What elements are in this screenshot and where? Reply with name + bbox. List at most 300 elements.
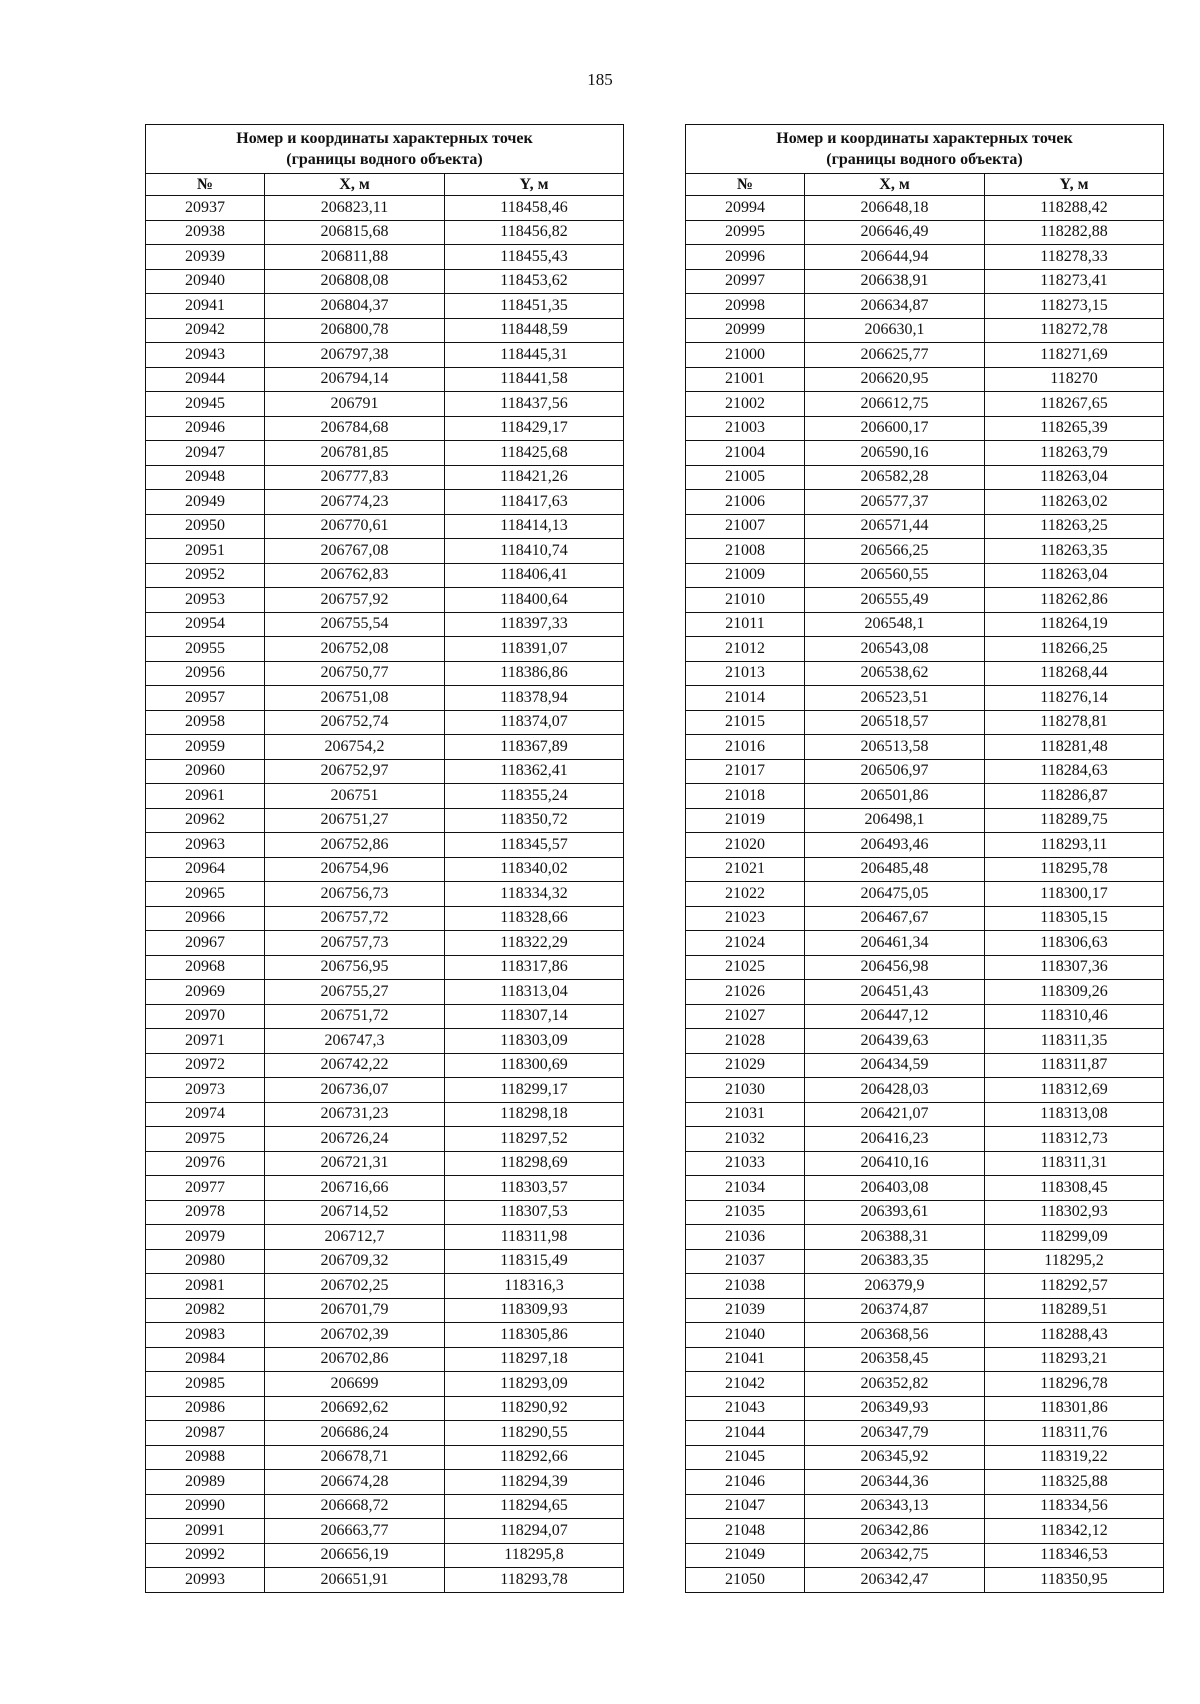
table-row — [686, 1004, 1164, 1029]
x-coordinate-cell: 206678,71 — [265, 1445, 445, 1470]
x-coordinate-cell: 206754,96 — [265, 857, 445, 882]
point-number-cell: 20942 — [146, 318, 265, 343]
point-number-cell: 20994 — [686, 196, 805, 221]
point-number-cell: 21042 — [686, 1372, 805, 1397]
table-row — [146, 1200, 624, 1225]
point-number-cell: 21040 — [686, 1323, 805, 1348]
point-number-cell: 20983 — [146, 1323, 265, 1348]
point-number-cell: 21015 — [686, 710, 805, 735]
y-coordinate-cell: 118322,29 — [445, 931, 624, 956]
column-header-x: X, м — [805, 174, 985, 196]
x-coordinate-cell: 206716,66 — [265, 1176, 445, 1201]
y-coordinate-cell: 118278,81 — [985, 710, 1164, 735]
y-coordinate-cell: 118295,2 — [985, 1249, 1164, 1274]
point-number-cell: 21005 — [686, 465, 805, 490]
x-coordinate-cell: 206447,12 — [805, 1004, 985, 1029]
point-number-cell: 21044 — [686, 1421, 805, 1446]
table-row — [146, 612, 624, 637]
table-row — [146, 1519, 624, 1544]
y-coordinate-cell: 118378,94 — [445, 686, 624, 711]
point-number-cell: 21009 — [686, 563, 805, 588]
point-number-cell: 20998 — [686, 294, 805, 319]
table-header-row — [146, 174, 624, 196]
y-coordinate-cell: 118391,07 — [445, 637, 624, 662]
x-coordinate-cell: 206538,62 — [805, 661, 985, 686]
point-number-cell: 21012 — [686, 637, 805, 662]
x-coordinate-cell: 206342,75 — [805, 1543, 985, 1568]
x-coordinate-cell: 206566,25 — [805, 539, 985, 564]
y-coordinate-cell: 118263,04 — [985, 465, 1164, 490]
x-coordinate-cell: 206428,03 — [805, 1078, 985, 1103]
y-coordinate-cell: 118417,63 — [445, 490, 624, 515]
y-coordinate-cell: 118453,62 — [445, 269, 624, 294]
point-number-cell: 21002 — [686, 392, 805, 417]
table-row — [146, 1102, 624, 1127]
point-number-cell: 21021 — [686, 857, 805, 882]
x-coordinate-cell: 206342,86 — [805, 1519, 985, 1544]
x-coordinate-cell: 206600,17 — [805, 416, 985, 441]
point-number-cell: 21016 — [686, 735, 805, 760]
y-coordinate-cell: 118292,57 — [985, 1274, 1164, 1299]
point-number-cell: 20964 — [146, 857, 265, 882]
y-coordinate-cell: 118293,21 — [985, 1347, 1164, 1372]
table-row — [686, 490, 1164, 515]
table-row — [146, 1396, 624, 1421]
column-header-x: X, м — [265, 174, 445, 196]
table-row — [146, 563, 624, 588]
point-number-cell: 21020 — [686, 833, 805, 858]
x-coordinate-cell: 206784,68 — [265, 416, 445, 441]
x-coordinate-cell: 206571,44 — [805, 514, 985, 539]
point-number-cell: 21033 — [686, 1151, 805, 1176]
point-number-cell: 21000 — [686, 343, 805, 368]
x-coordinate-cell: 206663,77 — [265, 1519, 445, 1544]
x-coordinate-cell: 206590,16 — [805, 441, 985, 466]
y-coordinate-cell: 118410,74 — [445, 539, 624, 564]
table-row — [686, 833, 1164, 858]
table-row — [146, 980, 624, 1005]
y-coordinate-cell: 118414,13 — [445, 514, 624, 539]
point-number-cell: 21013 — [686, 661, 805, 686]
x-coordinate-cell: 206358,45 — [805, 1347, 985, 1372]
y-coordinate-cell: 118374,07 — [445, 710, 624, 735]
point-number-cell: 21007 — [686, 514, 805, 539]
table-row — [146, 784, 624, 809]
table-row — [686, 661, 1164, 686]
table-row — [686, 1445, 1164, 1470]
x-coordinate-cell: 206403,08 — [805, 1176, 985, 1201]
point-number-cell: 21024 — [686, 931, 805, 956]
table-row — [686, 1249, 1164, 1274]
point-number-cell: 21034 — [686, 1176, 805, 1201]
x-coordinate-cell: 206714,52 — [265, 1200, 445, 1225]
y-coordinate-cell: 118298,18 — [445, 1102, 624, 1127]
y-coordinate-cell: 118266,25 — [985, 637, 1164, 662]
y-coordinate-cell: 118441,58 — [445, 367, 624, 392]
point-number-cell: 20952 — [146, 563, 265, 588]
y-coordinate-cell: 118312,73 — [985, 1127, 1164, 1152]
point-number-cell: 20999 — [686, 318, 805, 343]
y-coordinate-cell: 118312,69 — [985, 1078, 1164, 1103]
y-coordinate-cell: 118308,45 — [985, 1176, 1164, 1201]
y-coordinate-cell: 118290,92 — [445, 1396, 624, 1421]
y-coordinate-cell: 118311,35 — [985, 1029, 1164, 1054]
point-number-cell: 20947 — [146, 441, 265, 466]
point-number-cell: 20996 — [686, 245, 805, 270]
y-coordinate-cell: 118294,07 — [445, 1519, 624, 1544]
y-coordinate-cell: 118299,09 — [985, 1225, 1164, 1250]
x-coordinate-cell: 206343,13 — [805, 1494, 985, 1519]
point-number-cell: 20965 — [146, 882, 265, 907]
y-coordinate-cell: 118429,17 — [445, 416, 624, 441]
y-coordinate-cell: 118294,39 — [445, 1470, 624, 1495]
table-row — [146, 661, 624, 686]
table-row — [686, 465, 1164, 490]
y-coordinate-cell: 118273,15 — [985, 294, 1164, 319]
table-row — [146, 1176, 624, 1201]
x-coordinate-cell: 206791 — [265, 392, 445, 417]
y-coordinate-cell: 118265,39 — [985, 416, 1164, 441]
table-row — [686, 1470, 1164, 1495]
x-coordinate-cell: 206752,86 — [265, 833, 445, 858]
table-row — [146, 1225, 624, 1250]
y-coordinate-cell: 118317,86 — [445, 955, 624, 980]
y-coordinate-cell: 118362,41 — [445, 759, 624, 784]
table-row — [686, 1102, 1164, 1127]
y-coordinate-cell: 118300,17 — [985, 882, 1164, 907]
point-number-cell: 20986 — [146, 1396, 265, 1421]
x-coordinate-cell: 206344,36 — [805, 1470, 985, 1495]
table-row — [686, 1078, 1164, 1103]
y-coordinate-cell: 118315,49 — [445, 1249, 624, 1274]
y-coordinate-cell: 118367,89 — [445, 735, 624, 760]
point-number-cell: 20979 — [146, 1225, 265, 1250]
y-coordinate-cell: 118264,19 — [985, 612, 1164, 637]
point-number-cell: 20956 — [146, 661, 265, 686]
table-row — [146, 759, 624, 784]
y-coordinate-cell: 118406,41 — [445, 563, 624, 588]
x-coordinate-cell: 206702,39 — [265, 1323, 445, 1348]
y-coordinate-cell: 118400,64 — [445, 588, 624, 613]
point-number-cell: 20991 — [146, 1519, 265, 1544]
table-row — [686, 1298, 1164, 1323]
table-row — [686, 514, 1164, 539]
table-row — [146, 367, 624, 392]
y-coordinate-cell: 118267,65 — [985, 392, 1164, 417]
y-coordinate-cell: 118303,57 — [445, 1176, 624, 1201]
y-coordinate-cell: 118425,68 — [445, 441, 624, 466]
y-coordinate-cell: 118307,53 — [445, 1200, 624, 1225]
table-row — [686, 1543, 1164, 1568]
point-number-cell: 21050 — [686, 1568, 805, 1593]
table-row — [686, 686, 1164, 711]
x-coordinate-cell: 206751 — [265, 784, 445, 809]
table-row — [146, 392, 624, 417]
y-coordinate-cell: 118445,31 — [445, 343, 624, 368]
point-number-cell: 20985 — [146, 1372, 265, 1397]
table-row — [146, 465, 624, 490]
point-number-cell: 20984 — [146, 1347, 265, 1372]
x-coordinate-cell: 206808,08 — [265, 269, 445, 294]
x-coordinate-cell: 206742,22 — [265, 1053, 445, 1078]
point-number-cell: 21001 — [686, 367, 805, 392]
y-coordinate-cell: 118307,36 — [985, 955, 1164, 980]
table-row — [686, 563, 1164, 588]
y-coordinate-cell: 118313,08 — [985, 1102, 1164, 1127]
table-row — [686, 294, 1164, 319]
x-coordinate-cell: 206410,16 — [805, 1151, 985, 1176]
table-row — [686, 882, 1164, 907]
y-coordinate-cell: 118355,24 — [445, 784, 624, 809]
x-coordinate-cell: 206506,97 — [805, 759, 985, 784]
point-number-cell: 20951 — [146, 539, 265, 564]
point-number-cell: 21019 — [686, 808, 805, 833]
x-coordinate-cell: 206756,73 — [265, 882, 445, 907]
x-coordinate-cell: 206736,07 — [265, 1078, 445, 1103]
point-number-cell: 20971 — [146, 1029, 265, 1054]
x-coordinate-cell: 206374,87 — [805, 1298, 985, 1323]
y-coordinate-cell: 118263,25 — [985, 514, 1164, 539]
x-coordinate-cell: 206493,46 — [805, 833, 985, 858]
y-coordinate-cell: 118311,87 — [985, 1053, 1164, 1078]
table-row — [146, 1494, 624, 1519]
point-number-cell: 21014 — [686, 686, 805, 711]
point-number-cell: 20959 — [146, 735, 265, 760]
point-number-cell: 20976 — [146, 1151, 265, 1176]
x-coordinate-cell: 206644,94 — [805, 245, 985, 270]
table-row — [686, 1225, 1164, 1250]
table-row — [686, 318, 1164, 343]
x-coordinate-cell: 206755,27 — [265, 980, 445, 1005]
table-title — [146, 125, 624, 174]
y-coordinate-cell: 118276,14 — [985, 686, 1164, 711]
table-row — [146, 906, 624, 931]
x-coordinate-cell: 206797,38 — [265, 343, 445, 368]
table-row — [146, 269, 624, 294]
point-number-cell: 21011 — [686, 612, 805, 637]
y-coordinate-cell: 118293,09 — [445, 1372, 624, 1397]
point-number-cell: 21006 — [686, 490, 805, 515]
y-coordinate-cell: 118292,66 — [445, 1445, 624, 1470]
point-number-cell: 20992 — [146, 1543, 265, 1568]
table-row — [146, 1004, 624, 1029]
x-coordinate-cell: 206674,28 — [265, 1470, 445, 1495]
x-coordinate-cell: 206755,54 — [265, 612, 445, 637]
table-row — [686, 784, 1164, 809]
table-row — [686, 710, 1164, 735]
table-row — [686, 343, 1164, 368]
table-row — [146, 1543, 624, 1568]
point-number-cell: 20957 — [146, 686, 265, 711]
y-coordinate-cell: 118306,63 — [985, 931, 1164, 956]
x-coordinate-cell: 206577,37 — [805, 490, 985, 515]
y-coordinate-cell: 118284,63 — [985, 759, 1164, 784]
x-coordinate-cell: 206416,23 — [805, 1127, 985, 1152]
x-coordinate-cell: 206352,82 — [805, 1372, 985, 1397]
point-number-cell: 21049 — [686, 1543, 805, 1568]
y-coordinate-cell: 118455,43 — [445, 245, 624, 270]
point-number-cell: 20975 — [146, 1127, 265, 1152]
table-row — [146, 710, 624, 735]
y-coordinate-cell: 118346,53 — [985, 1543, 1164, 1568]
point-number-cell: 20987 — [146, 1421, 265, 1446]
x-coordinate-cell: 206383,35 — [805, 1249, 985, 1274]
y-coordinate-cell: 118310,46 — [985, 1004, 1164, 1029]
table-row — [686, 588, 1164, 613]
table-row — [686, 1494, 1164, 1519]
point-number-cell: 21037 — [686, 1249, 805, 1274]
x-coordinate-cell: 206752,97 — [265, 759, 445, 784]
x-coordinate-cell: 206752,74 — [265, 710, 445, 735]
point-number-cell: 21023 — [686, 906, 805, 931]
x-coordinate-cell: 206347,79 — [805, 1421, 985, 1446]
point-number-cell: 21018 — [686, 784, 805, 809]
table-row — [686, 220, 1164, 245]
point-number-cell: 20963 — [146, 833, 265, 858]
x-coordinate-cell: 206548,1 — [805, 612, 985, 637]
table-row — [146, 882, 624, 907]
table-row — [146, 318, 624, 343]
x-coordinate-cell: 206750,77 — [265, 661, 445, 686]
y-coordinate-cell: 118300,69 — [445, 1053, 624, 1078]
x-coordinate-cell: 206368,56 — [805, 1323, 985, 1348]
table-row — [146, 735, 624, 760]
y-coordinate-cell: 118288,42 — [985, 196, 1164, 221]
table-row — [686, 1568, 1164, 1593]
y-coordinate-cell: 118311,98 — [445, 1225, 624, 1250]
x-coordinate-cell: 206692,62 — [265, 1396, 445, 1421]
x-coordinate-cell: 206349,93 — [805, 1396, 985, 1421]
y-coordinate-cell: 118334,56 — [985, 1494, 1164, 1519]
x-coordinate-cell: 206630,1 — [805, 318, 985, 343]
x-coordinate-cell: 206702,86 — [265, 1347, 445, 1372]
table-row — [686, 1372, 1164, 1397]
point-number-cell: 20960 — [146, 759, 265, 784]
point-number-cell: 21043 — [686, 1396, 805, 1421]
x-coordinate-cell: 206712,7 — [265, 1225, 445, 1250]
x-coordinate-cell: 206811,88 — [265, 245, 445, 270]
y-coordinate-cell: 118286,87 — [985, 784, 1164, 809]
y-coordinate-cell: 118456,82 — [445, 220, 624, 245]
x-coordinate-cell: 206648,18 — [805, 196, 985, 221]
x-coordinate-cell: 206731,23 — [265, 1102, 445, 1127]
table-row — [146, 1078, 624, 1103]
table-row — [146, 1421, 624, 1446]
x-coordinate-cell: 206721,31 — [265, 1151, 445, 1176]
table-row — [686, 955, 1164, 980]
x-coordinate-cell: 206467,67 — [805, 906, 985, 931]
x-coordinate-cell: 206612,75 — [805, 392, 985, 417]
point-number-cell: 20997 — [686, 269, 805, 294]
y-coordinate-cell: 118350,95 — [985, 1568, 1164, 1593]
point-number-cell: 21027 — [686, 1004, 805, 1029]
table-row — [146, 637, 624, 662]
table-row — [146, 1347, 624, 1372]
table-row — [686, 857, 1164, 882]
table-row — [686, 367, 1164, 392]
table-row — [146, 220, 624, 245]
y-coordinate-cell: 118437,56 — [445, 392, 624, 417]
y-coordinate-cell: 118262,86 — [985, 588, 1164, 613]
point-number-cell: 20977 — [146, 1176, 265, 1201]
table-row — [146, 857, 624, 882]
y-coordinate-cell: 118311,31 — [985, 1151, 1164, 1176]
table-row — [146, 1029, 624, 1054]
table-row — [686, 906, 1164, 931]
point-number-cell: 20967 — [146, 931, 265, 956]
point-number-cell: 20939 — [146, 245, 265, 270]
point-number-cell: 20962 — [146, 808, 265, 833]
x-coordinate-cell: 206651,91 — [265, 1568, 445, 1593]
x-coordinate-cell: 206709,32 — [265, 1249, 445, 1274]
y-coordinate-cell: 118263,04 — [985, 563, 1164, 588]
x-coordinate-cell: 206461,34 — [805, 931, 985, 956]
x-coordinate-cell: 206777,83 — [265, 465, 445, 490]
table-row — [146, 539, 624, 564]
x-coordinate-cell: 206757,72 — [265, 906, 445, 931]
y-coordinate-cell: 118298,69 — [445, 1151, 624, 1176]
page-number: 185 — [587, 70, 613, 89]
y-coordinate-cell: 118325,88 — [985, 1470, 1164, 1495]
table-row — [686, 735, 1164, 760]
point-number-cell: 20938 — [146, 220, 265, 245]
y-coordinate-cell: 118289,51 — [985, 1298, 1164, 1323]
point-number-cell: 21025 — [686, 955, 805, 980]
x-coordinate-cell: 206747,3 — [265, 1029, 445, 1054]
table-row — [686, 759, 1164, 784]
point-number-cell: 20954 — [146, 612, 265, 637]
table-row — [686, 1053, 1164, 1078]
point-number-cell: 20940 — [146, 269, 265, 294]
point-number-cell: 21048 — [686, 1519, 805, 1544]
point-number-cell: 21030 — [686, 1078, 805, 1103]
y-coordinate-cell: 118340,02 — [445, 857, 624, 882]
point-number-cell: 20953 — [146, 588, 265, 613]
y-coordinate-cell: 118289,75 — [985, 808, 1164, 833]
x-coordinate-cell: 206800,78 — [265, 318, 445, 343]
point-number-cell: 20961 — [146, 784, 265, 809]
point-number-cell: 20950 — [146, 514, 265, 539]
table-row — [686, 1274, 1164, 1299]
table-row — [686, 392, 1164, 417]
table-title-row — [686, 125, 1164, 174]
point-number-cell: 20968 — [146, 955, 265, 980]
table-row — [686, 1127, 1164, 1152]
x-coordinate-cell: 206456,98 — [805, 955, 985, 980]
x-coordinate-cell: 206699 — [265, 1372, 445, 1397]
table-row — [686, 637, 1164, 662]
table-row — [686, 808, 1164, 833]
point-number-cell: 21039 — [686, 1298, 805, 1323]
point-number-cell: 21046 — [686, 1470, 805, 1495]
point-number-cell: 20995 — [686, 220, 805, 245]
x-coordinate-cell: 206518,57 — [805, 710, 985, 735]
table-row — [686, 931, 1164, 956]
table-row — [146, 343, 624, 368]
y-coordinate-cell: 118299,17 — [445, 1078, 624, 1103]
column-header-y: Y, м — [985, 174, 1164, 196]
table-row — [686, 269, 1164, 294]
x-coordinate-cell: 206620,95 — [805, 367, 985, 392]
table-row — [146, 294, 624, 319]
table-row — [686, 1421, 1164, 1446]
point-number-cell: 21028 — [686, 1029, 805, 1054]
column-header-y: Y, м — [445, 174, 624, 196]
point-number-cell: 21047 — [686, 1494, 805, 1519]
table-row — [686, 196, 1164, 221]
y-coordinate-cell: 118305,15 — [985, 906, 1164, 931]
table-row — [686, 245, 1164, 270]
